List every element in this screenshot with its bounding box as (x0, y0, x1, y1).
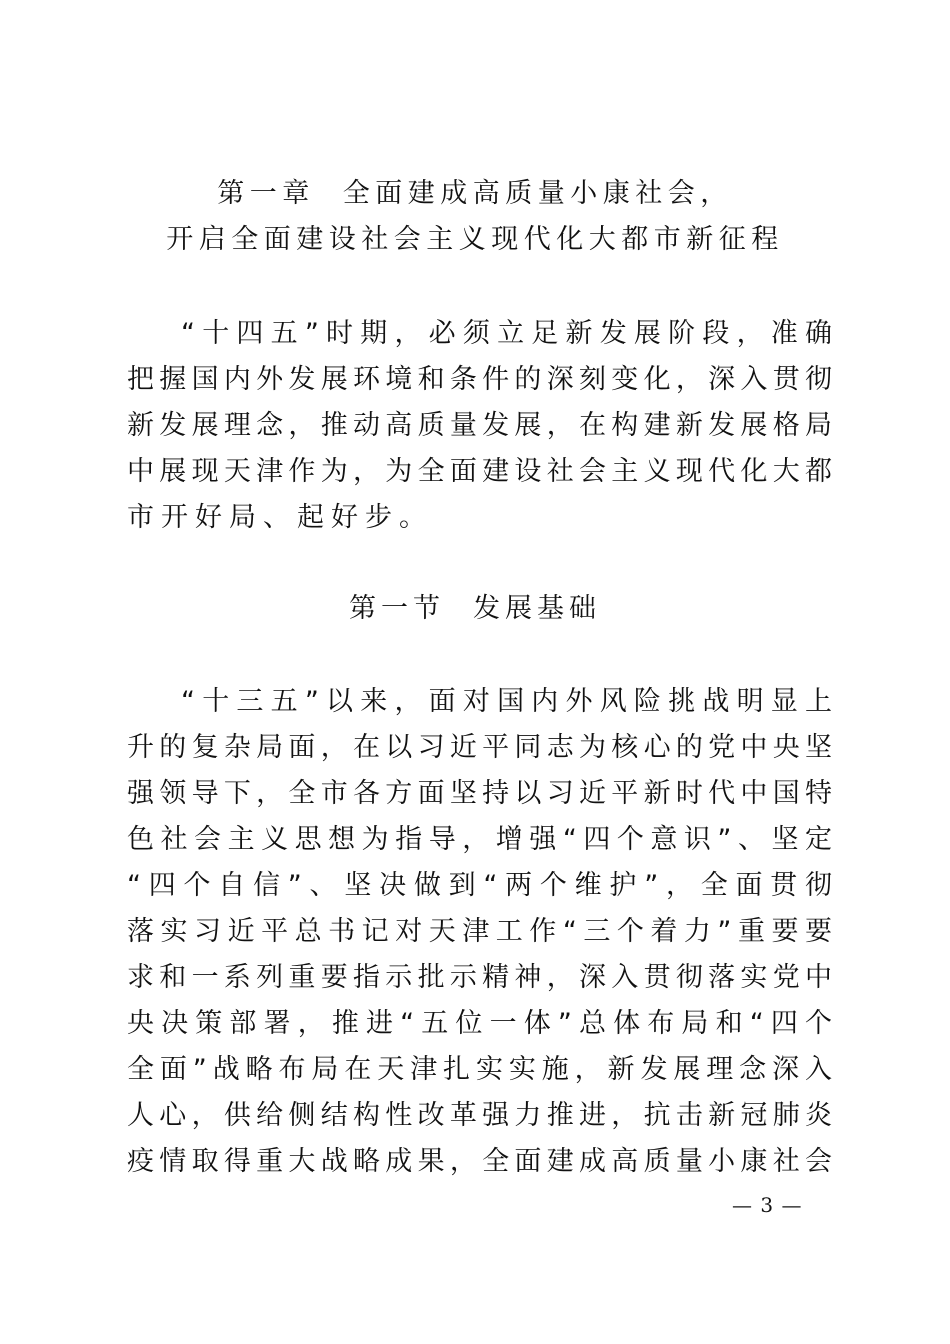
paragraph-line: 全面”战略布局在天津扎实实施，新发展理念深入 (127, 1054, 832, 1085)
paragraph-line: 人心，供给侧结构性改革强力推进，抗击新冠肺炎 (127, 1100, 832, 1131)
paragraph-line: “十四五”时期，必须立足新发展阶段，准确 (181, 318, 832, 349)
chapter-title-line-2: 开启全面建设社会主义现代化大都市新征程 (166, 224, 784, 255)
section-title: 发展基础 (473, 593, 601, 624)
paragraph-line: 强领导下，全市各方面坚持以习近平新时代中国特 (127, 778, 832, 809)
paragraph-line: 疫情取得重大战略成果，全面建成高质量小康社会 (127, 1146, 832, 1177)
chapter-label: 第一章 (217, 178, 315, 209)
page-number: — 3 — (732, 1193, 803, 1217)
paragraph-line: 新发展理念，推动高质量发展，在构建新发展格局 (127, 410, 832, 441)
paragraph-line: “四个自信”、坚决做到“两个维护”，全面贯彻 (127, 870, 832, 901)
paragraph-line: 中展现天津作为，为全面建设社会主义现代化大都 (127, 456, 832, 487)
paragraph-line: 央决策部署，推进“五位一体”总体布局和“四个 (127, 1008, 832, 1039)
paragraph-line: 色社会主义思想为指导，增强“四个意识”、坚定 (127, 824, 832, 855)
section-heading (0, 591, 950, 627)
paragraph-line: 把握国内外发展环境和条件的深刻变化，深入贯彻 (127, 364, 832, 395)
paragraph-line: 升的复杂局面，在以习近平同志为核心的党中央坚 (127, 732, 832, 763)
paragraph-line: “十三五”以来，面对国内外风险挑战明显上 (181, 686, 832, 717)
section-label: 第一节 (349, 593, 445, 624)
paragraph-line: 落实习近平总书记对天津工作“三个着力”重要要 (127, 916, 832, 947)
paragraph-line: 求和一系列重要指示批示精神，深入贯彻落实党中 (127, 962, 832, 993)
paragraph-line: 市开好局、起好步。 (127, 502, 433, 533)
chapter-title-line-1 (0, 176, 950, 212)
chapter-title-part-1: 全面建成高质量小康社会， (342, 178, 733, 209)
